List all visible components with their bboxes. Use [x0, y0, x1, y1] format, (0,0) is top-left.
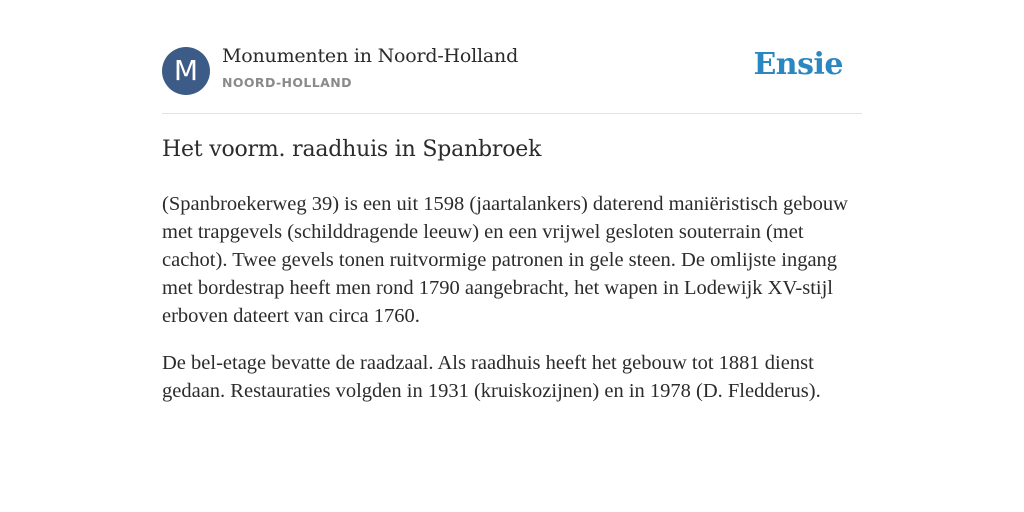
book-title[interactable]: Monumenten in Noord-Holland	[222, 45, 519, 67]
article-card	[162, 0, 862, 402]
article-paragraph: De bel-etage bevatte de raadzaal. Als raadhuis heeft het gebouw tot 1881 dienst gedaan. Restauraties volgden in 1931 (kruiskozijnen) en in 1978 (D. Fledderus).	[162, 352, 821, 402]
header	[162, 0, 862, 114]
book-subtitle: NOORD-HOLLAND	[222, 75, 352, 90]
article-paragraph: (Spanbroekerweg 39) is een uit 1598 (jaartalankers) daterend maniëristisch gebouw met trapgevels (schilddragende leeuw) en een vrijwel gesloten souterrain (met cachot). Twee gevels tonen ruitvormige patronen in gele steen. De omlijste ingang met bordestrap heeft men rond 1790 aangebracht, het wapen in Lodewijk XV-stijl erboven dateert van circa 1760.	[162, 193, 848, 327]
article-title: Het voorm. raadhuis in Spanbroek	[162, 137, 542, 162]
avatar[interactable]: M	[162, 47, 210, 95]
brand-logo[interactable]: Ensie	[753, 47, 843, 82]
article-body	[162, 190, 867, 424]
